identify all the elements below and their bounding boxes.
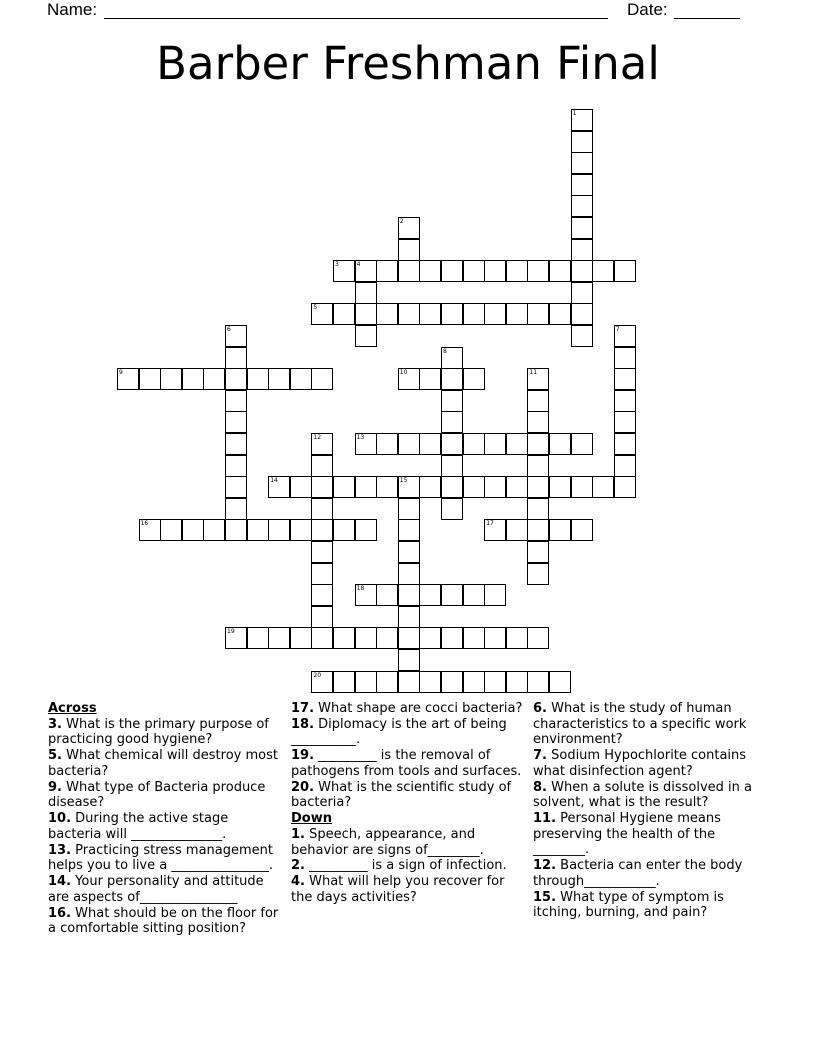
grid-cell[interactable] [419, 303, 441, 325]
grid-cell[interactable] [333, 303, 355, 325]
clue-number: 7 [615, 326, 620, 333]
grid-cell[interactable] [571, 519, 593, 541]
grid-cell[interactable] [484, 519, 506, 541]
grid-cell[interactable] [398, 563, 420, 585]
grid-cell[interactable] [527, 390, 549, 412]
clue-text: Diplomacy is the art of being __________. [291, 716, 507, 748]
clue-item [291, 701, 523, 717]
grid-cell[interactable] [614, 455, 636, 477]
grid-cell[interactable] [225, 433, 247, 455]
clue-text: Bacteria can enter the body through___________. [533, 858, 743, 889]
clue-number-label: 9. [48, 779, 62, 795]
clue-number: 18 [356, 585, 365, 593]
grid-cell[interactable] [398, 541, 420, 563]
grid-cell[interactable] [311, 433, 333, 455]
grid-cell[interactable] [571, 325, 593, 347]
grid-cell[interactable] [484, 627, 506, 649]
clue-text: What is the study of human characteristics to a specific work environment? [533, 701, 747, 748]
grid-cell[interactable] [614, 347, 636, 369]
grid-cell[interactable] [225, 519, 247, 541]
grid-cell[interactable] [311, 563, 333, 585]
grid-cell[interactable] [506, 260, 528, 282]
grid-cell[interactable] [398, 476, 420, 498]
grid-cell[interactable] [527, 519, 549, 541]
grid-cell[interactable] [398, 303, 420, 325]
clue-number: 4 [356, 261, 361, 269]
grid-cell[interactable] [247, 368, 269, 390]
grid-cell[interactable] [376, 476, 398, 498]
grid-cell[interactable] [333, 519, 355, 541]
grid-cell[interactable] [549, 476, 571, 498]
clue-number: 6 [227, 326, 231, 333]
grid-cell[interactable] [225, 325, 247, 347]
grid-cell[interactable] [182, 368, 204, 390]
grid-cell[interactable] [506, 671, 528, 693]
clue-number: 1 [572, 110, 577, 117]
grid-cell[interactable] [527, 627, 549, 649]
clue-item [48, 906, 280, 937]
grid-cell[interactable] [398, 519, 420, 541]
clue-number-label: 11. [533, 811, 557, 827]
grid-cell[interactable] [376, 260, 398, 282]
grid-cell[interactable] [527, 368, 549, 390]
grid-cell[interactable] [614, 476, 636, 498]
clue-number-label: 10. [48, 811, 72, 827]
grid-cell[interactable] [549, 671, 571, 693]
clue-text: Personal Hygiene means preserving the health of the ________. [533, 811, 721, 858]
grid-cell[interactable] [463, 260, 485, 282]
grid-cell[interactable] [225, 347, 247, 369]
grid-cell[interactable] [527, 563, 549, 585]
clue-item [48, 874, 280, 905]
grid-cell[interactable] [527, 671, 549, 693]
grid-cell[interactable] [311, 541, 333, 563]
grid-cell[interactable] [355, 476, 377, 498]
clue-text: What is the primary purpose of practicing good hygiene? [48, 716, 269, 748]
grid-cell[interactable] [139, 519, 161, 541]
grid-cell[interactable] [441, 368, 463, 390]
grid-cell[interactable] [398, 584, 420, 606]
grid-cell[interactable] [311, 368, 333, 390]
clue-number-label: 4. [291, 874, 305, 890]
grid-cell[interactable] [614, 390, 636, 412]
grid-cell[interactable] [571, 260, 593, 282]
grid-cell[interactable] [441, 433, 463, 455]
grid-cell[interactable] [203, 368, 225, 390]
clue-item [48, 748, 280, 779]
clue-item [291, 874, 523, 905]
grid-cell[interactable] [311, 671, 333, 693]
clue-text: What chemical will destroy most bacteria? [48, 748, 278, 779]
grid-cell[interactable] [225, 627, 247, 649]
grid-cell[interactable] [571, 195, 593, 217]
clue-number: 14 [270, 477, 278, 485]
grid-cell[interactable] [527, 303, 549, 325]
clue-number-label: 6. [533, 701, 547, 716]
clue-number-label: 14. [48, 874, 72, 890]
grid-cell[interactable] [225, 476, 247, 498]
grid-cell[interactable] [506, 476, 528, 498]
clue-text: Speech, appearance, and behavior are signs of________. [291, 826, 484, 858]
grid-cell[interactable] [398, 498, 420, 520]
clue-text: What type of Bacteria produce disease? [48, 779, 266, 811]
clue-item [533, 811, 773, 858]
clue-text: When a solute is dissolved in a solvent, what is the result? [533, 779, 753, 811]
grid-cell[interactable] [484, 260, 506, 282]
grid-cell[interactable] [311, 303, 333, 325]
grid-cell[interactable] [549, 433, 571, 455]
clue-text: _________ is a sign of infection. [304, 858, 507, 874]
grid-cell[interactable] [398, 239, 420, 261]
grid-cell[interactable] [290, 368, 312, 390]
clue-number-label: 13. [48, 842, 72, 858]
grid-cell[interactable] [614, 433, 636, 455]
clue-item [291, 858, 523, 874]
clue-number: 11 [529, 369, 538, 377]
grid-cell[interactable] [398, 368, 420, 390]
grid-cell[interactable] [441, 584, 463, 606]
grid-cell[interactable] [571, 217, 593, 239]
grid-cell[interactable] [398, 671, 420, 693]
grid-cell[interactable] [484, 303, 506, 325]
clue-number-label: 2. [291, 858, 305, 874]
grid-cell[interactable] [290, 519, 312, 541]
clue-item [291, 780, 523, 811]
grid-cell[interactable] [333, 671, 355, 693]
grid-cell[interactable] [549, 260, 571, 282]
clue-number-label: 7. [533, 748, 547, 764]
grid-cell[interactable] [355, 433, 377, 455]
grid-cell[interactable] [441, 627, 463, 649]
clue-number: 2 [399, 218, 404, 225]
grid-cell[interactable] [268, 476, 290, 498]
grid-cell[interactable] [311, 519, 333, 541]
grid-cell[interactable] [355, 282, 377, 304]
clue-number: 8 [443, 347, 447, 355]
grid-cell[interactable] [506, 433, 528, 455]
grid-cell[interactable] [463, 584, 485, 606]
grid-cell[interactable] [160, 368, 182, 390]
grid-cell[interactable] [419, 627, 441, 649]
grid-cell[interactable] [355, 303, 377, 325]
clue-number-label: 16. [48, 905, 72, 921]
grid-cell[interactable] [419, 260, 441, 282]
grid-cell[interactable] [614, 325, 636, 347]
grid-cell[interactable] [527, 411, 549, 433]
grid-cell[interactable] [398, 260, 420, 282]
clue-number: 19 [227, 628, 235, 636]
grid-cell[interactable] [398, 606, 420, 628]
grid-cell[interactable] [463, 476, 485, 498]
grid-cell[interactable] [484, 584, 506, 606]
grid-cell[interactable] [139, 368, 161, 390]
grid-cell[interactable] [527, 433, 549, 455]
grid-cell[interactable] [441, 455, 463, 477]
grid-cell[interactable] [203, 519, 225, 541]
grid-cell[interactable] [571, 476, 593, 498]
grid-cell[interactable] [376, 671, 398, 693]
grid-cell[interactable] [506, 303, 528, 325]
clue-item [533, 748, 773, 779]
grid-cell[interactable] [419, 671, 441, 693]
grid-cell[interactable] [333, 260, 355, 282]
clue-number-label: 20. [291, 779, 315, 795]
grid-cell[interactable] [376, 627, 398, 649]
clue-item [48, 811, 280, 842]
grid-cell[interactable] [333, 627, 355, 649]
clue-item [48, 717, 280, 748]
grid-cell[interactable] [571, 131, 593, 153]
grid-cell[interactable] [571, 109, 593, 131]
name-label: Name: [47, 0, 98, 19]
grid-cell[interactable] [614, 368, 636, 390]
clue-number-label: 15. [533, 889, 557, 905]
clue-text: Sodium Hypochlorite contains what disinfection agent? [533, 748, 747, 779]
clue-item [48, 780, 280, 811]
clue-number-label: 5. [48, 748, 62, 764]
grid-cell[interactable] [484, 433, 506, 455]
grid-cell[interactable] [355, 260, 377, 282]
grid-cell[interactable] [571, 152, 593, 174]
grid-cell[interactable] [441, 303, 463, 325]
grid-cell[interactable] [376, 584, 398, 606]
clue-text: Practicing stress management helps you to live a _______________. [48, 842, 274, 874]
grid-cell[interactable] [247, 519, 269, 541]
clue-number-label: 12. [533, 858, 557, 874]
grid-cell[interactable] [355, 325, 377, 347]
clue-text: What shape are cocci bacteria? [314, 701, 523, 716]
grid-cell[interactable] [182, 519, 204, 541]
grid-cell[interactable] [311, 584, 333, 606]
grid-cell[interactable] [290, 476, 312, 498]
grid-cell[interactable] [549, 303, 571, 325]
clue-item [533, 858, 773, 889]
grid-cell[interactable] [117, 368, 139, 390]
grid-cell[interactable] [571, 303, 593, 325]
grid-cell[interactable] [441, 260, 463, 282]
grid-cell[interactable] [398, 217, 420, 239]
grid-cell[interactable] [398, 433, 420, 455]
clue-number: 5 [313, 304, 318, 312]
clue-item [533, 890, 773, 921]
grid-cell[interactable] [311, 498, 333, 520]
clue-item [533, 780, 773, 811]
grid-cell[interactable] [225, 411, 247, 433]
grid-cell[interactable] [441, 498, 463, 520]
grid-cell[interactable] [441, 411, 463, 433]
clue-number-label: 18. [291, 716, 315, 732]
grid-cell[interactable] [311, 627, 333, 649]
grid-cell[interactable] [419, 368, 441, 390]
grid-cell[interactable] [268, 627, 290, 649]
grid-cell[interactable] [355, 671, 377, 693]
clue-number: 20 [313, 671, 322, 679]
grid-cell[interactable] [268, 519, 290, 541]
grid-cell[interactable] [592, 476, 614, 498]
clue-number: 10 [399, 369, 408, 377]
clue-item [48, 843, 280, 874]
clue-item [291, 717, 523, 748]
grid-cell[interactable] [225, 498, 247, 520]
grid-cell[interactable] [225, 368, 247, 390]
across-heading: Across [48, 701, 97, 716]
clue-text: _________ is the removal of pathogens from tools and surfaces. [291, 748, 522, 779]
grid-cell[interactable] [225, 390, 247, 412]
clue-number-label: 17. [291, 701, 315, 716]
grid-cell[interactable] [463, 368, 485, 390]
clue-number-label: 3. [48, 716, 62, 732]
clue-number: 16 [140, 520, 149, 528]
clue-text: What type of symptom is itching, burning, and pain? [533, 889, 724, 921]
grid-cell[interactable] [441, 390, 463, 412]
clue-item [291, 827, 523, 858]
down-heading: Down [291, 811, 332, 827]
grid-cell[interactable] [290, 627, 312, 649]
date-label: Date: [627, 0, 668, 19]
grid-cell[interactable] [506, 519, 528, 541]
clue-number: 12 [313, 434, 322, 441]
clue-number: 3 [335, 261, 339, 269]
clue-text: What is the scientific study of bacteria? [291, 779, 512, 811]
grid-cell[interactable] [463, 627, 485, 649]
grid-cell[interactable] [160, 519, 182, 541]
clue-number: 9 [119, 369, 123, 377]
clue-text: During the active stage bacteria will ______________. [48, 811, 229, 842]
grid-cell[interactable] [463, 433, 485, 455]
grid-cell[interactable] [506, 627, 528, 649]
grid-cell[interactable] [355, 519, 377, 541]
clue-text: Your personality and attitude are aspects of_______________ [48, 874, 264, 905]
clue-number-label: 19. [291, 748, 315, 764]
grid-cell[interactable] [527, 541, 549, 563]
grid-cell[interactable] [441, 347, 463, 369]
grid-cell[interactable] [333, 476, 355, 498]
grid-cell[interactable] [376, 303, 398, 325]
clues-column-1 [48, 701, 280, 937]
grid-cell[interactable] [463, 303, 485, 325]
grid-cell[interactable] [311, 476, 333, 498]
grid-cell[interactable] [571, 239, 593, 261]
grid-cell[interactable] [527, 260, 549, 282]
clue-number-label: 1. [291, 826, 305, 842]
grid-cell[interactable] [441, 476, 463, 498]
clue-text: What should be on the floor for a comfortable sitting position? [48, 905, 279, 937]
grid-cell[interactable] [614, 411, 636, 433]
clue-number: 15 [399, 477, 408, 485]
grid-cell[interactable] [355, 627, 377, 649]
grid-cell[interactable] [527, 476, 549, 498]
grid-cell[interactable] [355, 584, 377, 606]
grid-cell[interactable] [247, 627, 269, 649]
clue-text: What will help you recover for the days activities? [291, 874, 505, 905]
clue-number-label: 8. [533, 779, 547, 795]
clue-item [291, 748, 523, 779]
clue-item [533, 701, 773, 748]
grid-cell[interactable] [571, 174, 593, 196]
grid-cell[interactable] [398, 627, 420, 649]
grid-cell[interactable] [527, 498, 549, 520]
grid-cell[interactable] [614, 260, 636, 282]
grid-cell[interactable] [225, 455, 247, 477]
grid-cell[interactable] [419, 584, 441, 606]
grid-cell[interactable] [441, 671, 463, 693]
grid-cell[interactable] [549, 519, 571, 541]
grid-cell[interactable] [484, 671, 506, 693]
grid-cell[interactable] [571, 433, 593, 455]
puzzle-title: Barber Freshman Final [156, 37, 660, 90]
grid-cell[interactable] [484, 476, 506, 498]
grid-cell[interactable] [398, 649, 420, 671]
grid-cell[interactable] [527, 455, 549, 477]
clue-number: 13 [356, 434, 365, 441]
clues-column-2 [291, 701, 523, 906]
grid-cell[interactable] [463, 671, 485, 693]
grid-cell[interactable] [311, 606, 333, 628]
grid-cell[interactable] [419, 433, 441, 455]
grid-cell[interactable] [376, 433, 398, 455]
clue-number: 17 [486, 520, 494, 528]
grid-cell[interactable] [311, 455, 333, 477]
clues-column-3 [533, 701, 773, 921]
grid-cell[interactable] [592, 260, 614, 282]
grid-cell[interactable] [419, 476, 441, 498]
grid-cell[interactable] [268, 368, 290, 390]
grid-cell[interactable] [571, 282, 593, 304]
